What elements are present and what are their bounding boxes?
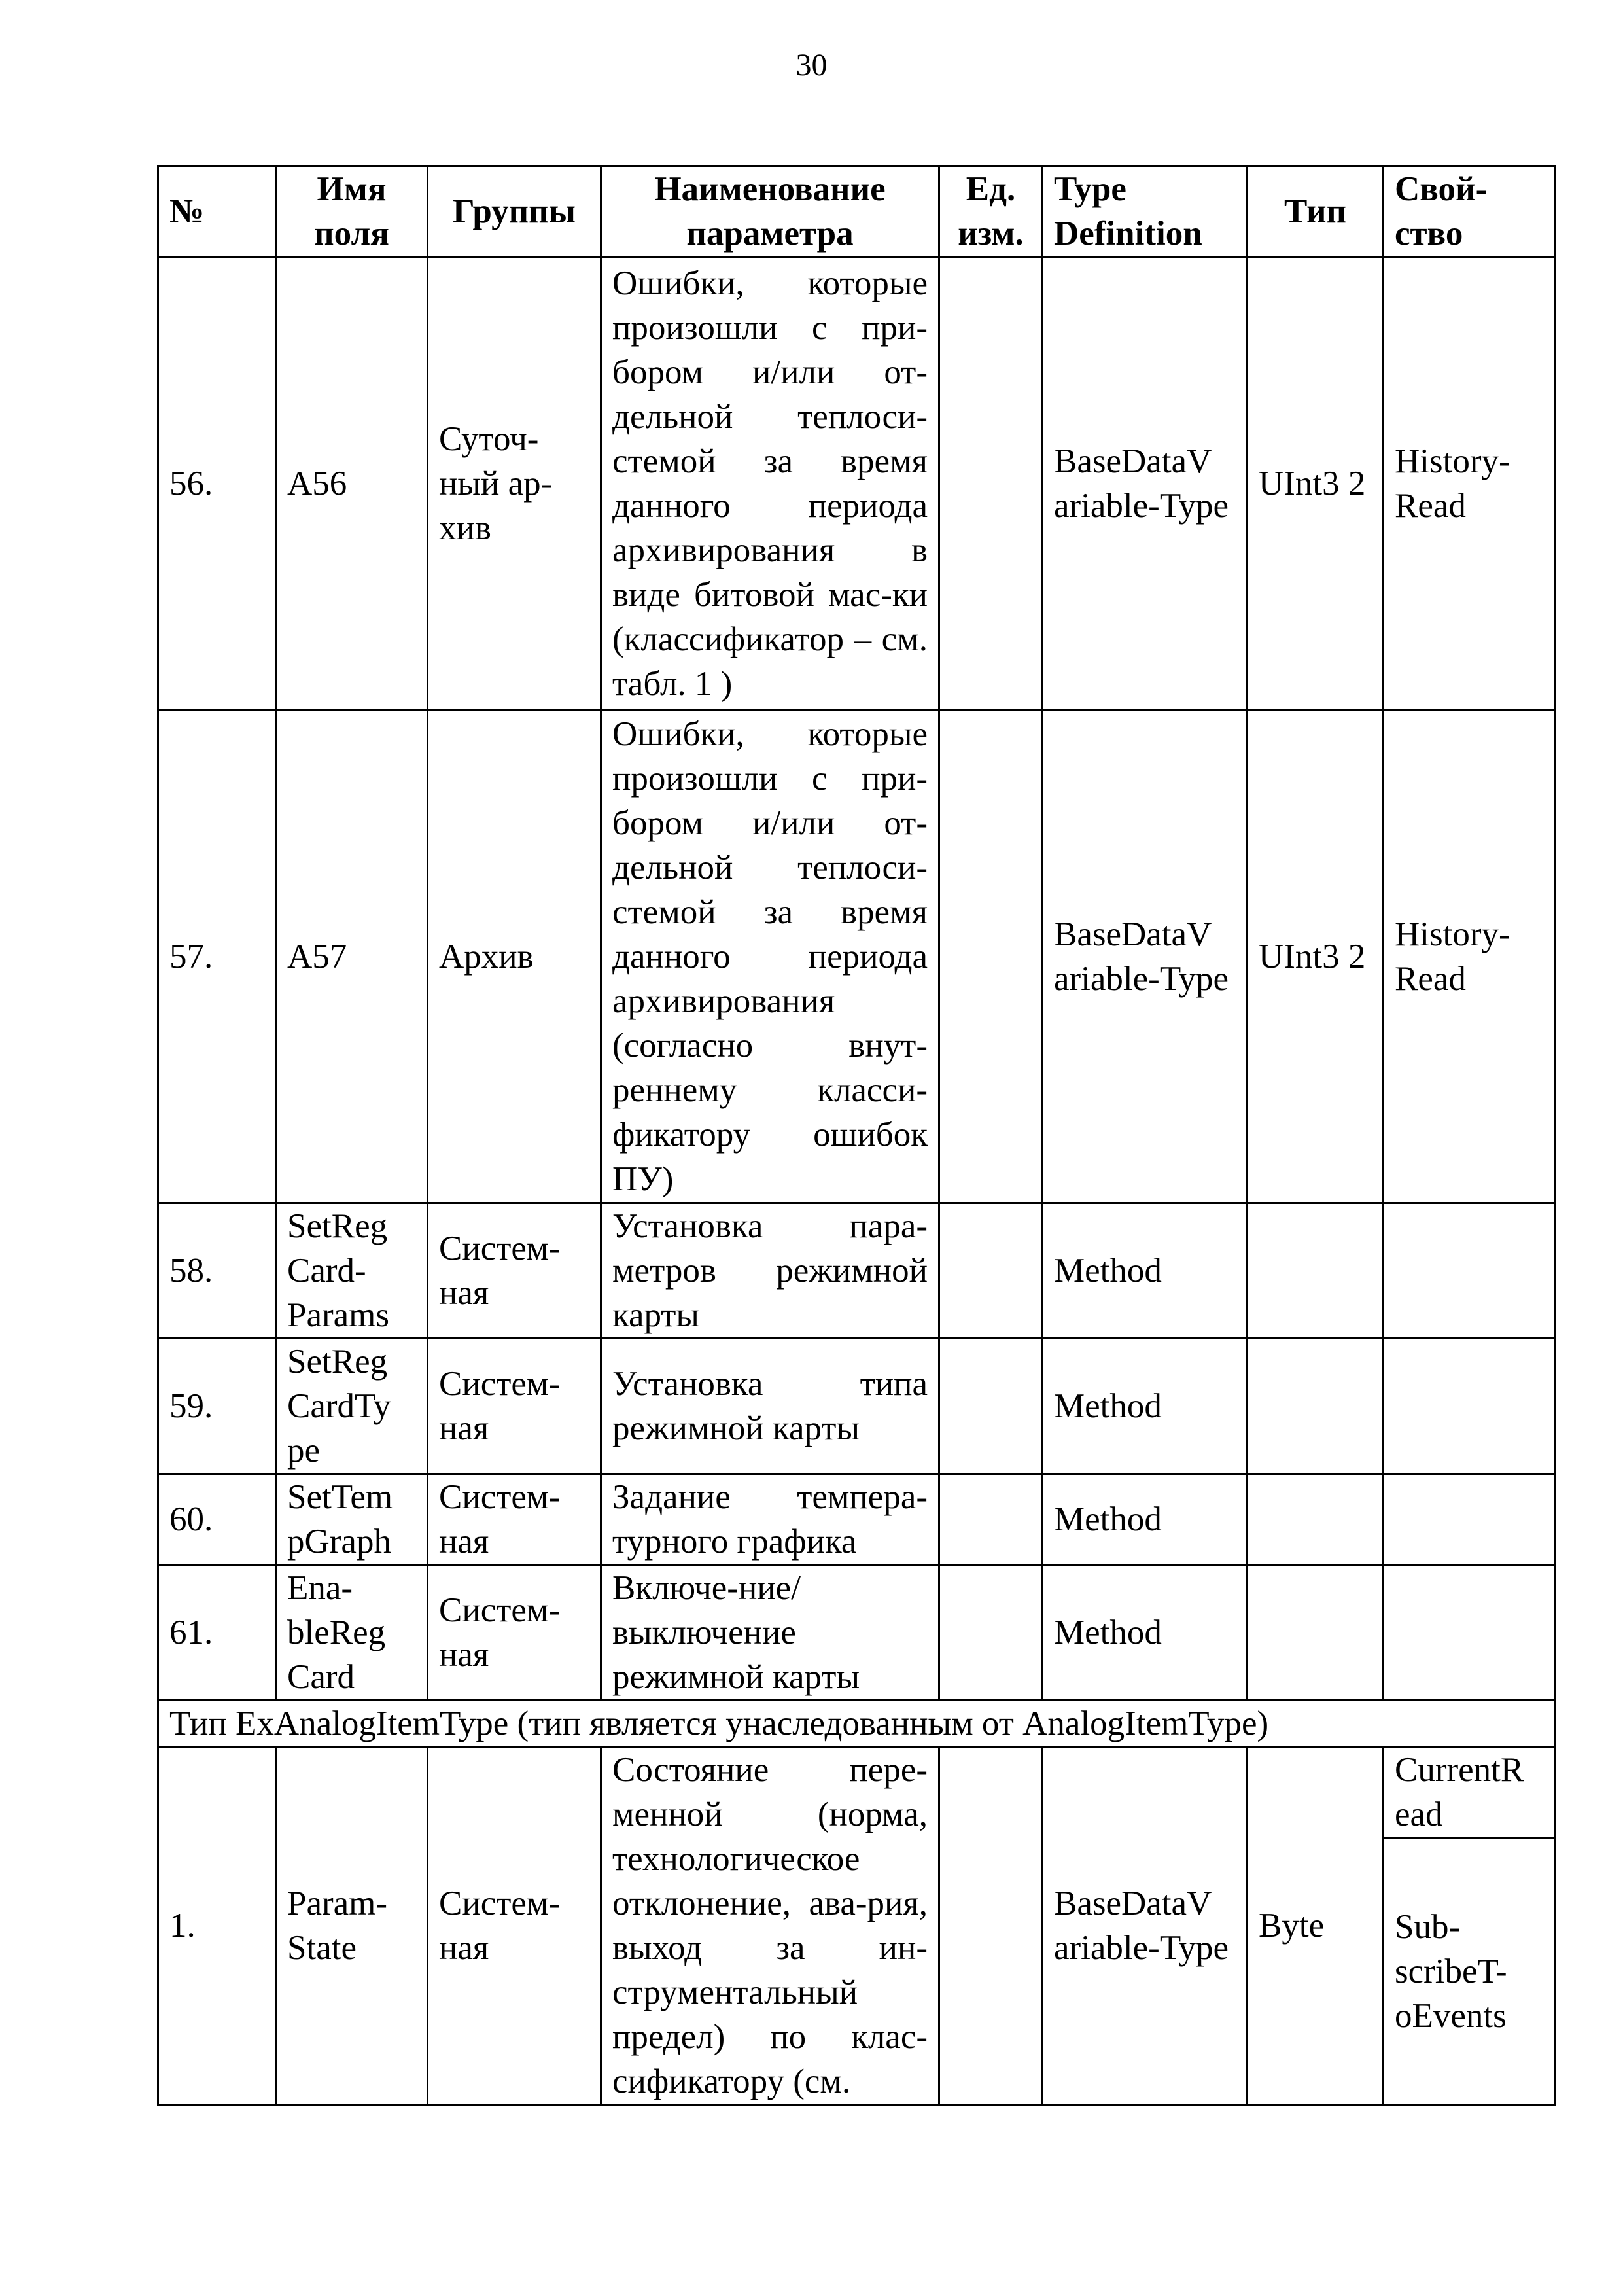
cell-unit [939,1474,1043,1565]
cell-name: Ошибки, которые произошли с при-бором и/или от-дельной теплоси-стемой за время данного периода архивирования (согласно внут-реннему класси-фикатору ошибок ПУ) [601,710,939,1203]
cell-type [1248,1203,1384,1339]
cell-type: UInt3 2 [1248,710,1384,1203]
cell-num: 57. [158,710,276,1203]
header-typedef: Type Definition [1043,166,1248,257]
cell-type [1248,1339,1384,1474]
cell-field: SetReg CardTy pe [276,1339,428,1474]
header-prop: Свой-ство [1384,166,1555,257]
section-row [158,1701,1555,1747]
cell-typedef: Method [1043,1339,1248,1474]
table-row [158,710,1555,1203]
cell-name: Включе-ние/выключение режимной карты [601,1565,939,1701]
cell-type [1248,1474,1384,1565]
cell-typedef: BaseDataV ariable-Type [1043,257,1248,710]
cell-prop [1384,1474,1555,1565]
cell-typedef: Method [1043,1203,1248,1339]
table-row [158,1747,1555,1838]
cell-prop [1384,1565,1555,1701]
cell-prop-top: CurrentR ead [1384,1747,1555,1838]
header-groups: Группы [428,166,601,257]
header-name: Наименование параметра [601,166,939,257]
cell-type: UInt3 2 [1248,257,1384,710]
cell-unit [939,1565,1043,1701]
cell-name: Задание темпера-турного графика [601,1474,939,1565]
cell-group: Систем-ная [428,1474,601,1565]
cell-num: 58. [158,1203,276,1339]
cell-num: 1. [158,1747,276,2105]
cell-group: Суточ-ный ар-хив [428,257,601,710]
cell-unit [939,1203,1043,1339]
section-title: Тип ExAnalogItemType (тип является унаследованным от AnalogItemType) [158,1701,1555,1747]
cell-unit [939,1339,1043,1474]
cell-num: 56. [158,257,276,710]
table-row [158,257,1555,710]
cell-field: A56 [276,257,428,710]
cell-field: Param-State [276,1747,428,2105]
cell-field: SetTem pGraph [276,1474,428,1565]
cell-type [1248,1565,1384,1701]
cell-unit [939,257,1043,710]
cell-group: Систем-ная [428,1565,601,1701]
cell-field: A57 [276,710,428,1203]
cell-name: Установка типа режимной карты [601,1339,939,1474]
cell-prop [1384,1203,1555,1339]
table-row [158,1565,1555,1701]
header-unit: Ед. изм. [939,166,1043,257]
cell-name: Состояние пере-менной (норма, технологическое отклонение, ава-рия, выход за ин-струментальный предел) по клас-сификатору (см. [601,1747,939,2105]
cell-field: SetReg Card-Params [276,1203,428,1339]
cell-num: 60. [158,1474,276,1565]
cell-group: Систем-ная [428,1203,601,1339]
header-type: Тип [1248,166,1384,257]
cell-prop-bottom: Sub-scribeT-oEvents [1384,1838,1555,2105]
cell-unit [939,1747,1043,2105]
cell-name: Установка пара-метров режимной карты [601,1203,939,1339]
cell-type: Byte [1248,1747,1384,2105]
cell-field: Ena-bleReg Card [276,1565,428,1701]
header-field: Имя поля [276,166,428,257]
cell-typedef: Method [1043,1474,1248,1565]
cell-group: Систем-ная [428,1339,601,1474]
cell-num: 59. [158,1339,276,1474]
cell-typedef: Method [1043,1565,1248,1701]
cell-prop: History-Read [1384,710,1555,1203]
table-row [158,1474,1555,1565]
cell-typedef: BaseDataV ariable-Type [1043,1747,1248,2105]
cell-prop: History-Read [1384,257,1555,710]
cell-prop [1384,1339,1555,1474]
parameters-table [157,165,1556,2106]
table-row [158,1339,1555,1474]
cell-unit [939,710,1043,1203]
table-header-row [158,166,1555,257]
cell-name: Ошибки, которые произошли с при-бором и/или от-дельной теплоси-стемой за время данного периода архивирования в виде битовой мас-ки (классификатор – см. табл. 1 ) [601,257,939,710]
cell-typedef: BaseDataV ariable-Type [1043,710,1248,1203]
table-row [158,1203,1555,1339]
cell-group: Систем-ная [428,1747,601,2105]
page-number: 30 [795,48,828,82]
header-num: № [158,166,276,257]
cell-num: 61. [158,1565,276,1701]
cell-group: Архив [428,710,601,1203]
